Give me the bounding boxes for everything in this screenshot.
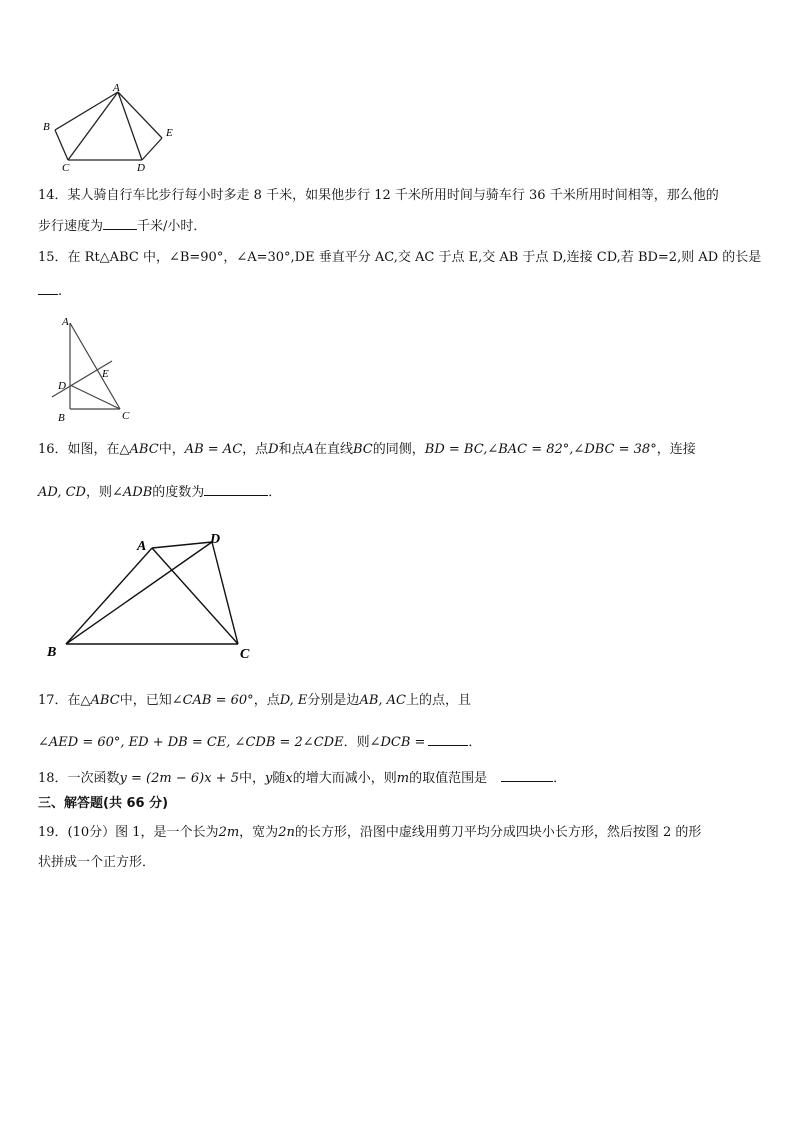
q16-line1 — [38, 441, 696, 459]
q16-label-D: D — [210, 532, 221, 547]
q14-line2-post: 千米/小时． — [137, 219, 207, 234]
q18-text: 的取值范围是 — [409, 771, 488, 786]
q16-text: 中， — [158, 442, 185, 457]
q17-text: 17．在 — [38, 693, 81, 708]
q18-line — [38, 769, 566, 788]
q16-text: 的同侧， — [372, 442, 425, 457]
q19-math: 2m — [218, 825, 240, 840]
q18-text: 18．一次函数 — [38, 771, 120, 786]
section-heading: 三、解答题(共 66 分) — [38, 796, 169, 811]
q16-math: AD, CD — [38, 485, 86, 500]
figure-top-triangles — [40, 82, 200, 172]
q18-math: y — [265, 771, 273, 786]
q17-answer-blank[interactable] — [428, 733, 468, 746]
q15-label-C: C — [122, 410, 130, 422]
q17-math: ∠DCB = — [369, 735, 426, 750]
q19-text: 的长方形，沿图中虚线用剪刀平均分成四块小长方形，然后按图 2 的形 — [294, 825, 702, 840]
q18-math: y = (2m − 6)x + 5 — [119, 771, 239, 786]
q15-label-A: A — [62, 316, 69, 328]
q16-text: 的度数为 — [152, 485, 205, 500]
q16-answer-blank[interactable] — [204, 483, 268, 496]
q14-answer-blank[interactable] — [103, 217, 137, 230]
q17-text: ．则 — [343, 735, 370, 750]
q17-math: D, E — [279, 693, 308, 708]
label-D: D — [137, 162, 145, 174]
label-C: C — [62, 162, 70, 174]
q16-text: ，点 — [242, 442, 269, 457]
q15-line2 — [38, 282, 62, 301]
q16-math: D — [268, 442, 279, 457]
q19-math: 2n — [278, 825, 295, 840]
q16-math: AB = AC — [184, 442, 243, 457]
q15-label-E: E — [102, 368, 109, 380]
q17-math: △ABC — [80, 693, 120, 708]
q16-label-A: A — [137, 539, 147, 554]
q18-text: 中， — [238, 771, 265, 786]
q16-text: ，连接 — [656, 442, 696, 457]
q17-math: AB, AC — [359, 693, 406, 708]
q16-math: BD = BC,∠BAC = 82°,∠DBC = 38° — [424, 442, 657, 457]
q16-label-B: B — [47, 645, 57, 660]
q15-answer-blank[interactable] — [38, 282, 58, 295]
label-B: B — [43, 121, 50, 133]
q15-line2-post: . — [58, 284, 63, 299]
q16-line2 — [38, 483, 281, 502]
q16-math: ∠ADB — [112, 485, 153, 500]
q16-text: 在直线 — [314, 442, 354, 457]
figure-q16 — [44, 528, 284, 668]
q19-text: ，宽为 — [239, 825, 279, 840]
q18-math: x — [285, 771, 293, 786]
q18-answer-blank[interactable] — [501, 769, 553, 782]
q18-text: 随 — [272, 771, 286, 786]
label-A: A — [113, 82, 120, 94]
q18-math: m — [396, 771, 410, 786]
q16-text: 16．如图，在 — [38, 442, 120, 457]
q16-math: BC — [353, 442, 373, 457]
q17-text: 中，已知 — [119, 693, 172, 708]
q19-line1 — [38, 824, 701, 842]
q14-line2-pre: 步行速度为 — [38, 219, 104, 234]
q15-label-B: B — [58, 412, 65, 424]
q17-text: ，点 — [253, 693, 280, 708]
q17-math: ∠AED = 60°, ED + DB = CE, ∠CDB = 2∠CDE — [38, 735, 344, 750]
q18-text: 的增大而减小，则 — [292, 771, 397, 786]
q14-line1: 14．某人骑自行车比步行每小时多走 8 千米，如果他步行 12 千米所用时间与骑车行 36 千米所用时间相等，那么他的 — [38, 188, 719, 203]
q19-line2: 状拼成一个正方形． — [38, 855, 156, 870]
q18-text: ． — [553, 771, 567, 786]
figure-q15 — [48, 313, 158, 428]
q17-text: 分别是边 — [307, 693, 360, 708]
q16-text: ． — [268, 485, 282, 500]
q16-text: ，则 — [85, 485, 112, 500]
q14-line2 — [38, 217, 206, 236]
q16-text: 和点 — [278, 442, 305, 457]
q17-text: ． — [468, 735, 482, 750]
label-E: E — [166, 127, 173, 139]
q17-math: ∠CAB = 60° — [171, 693, 254, 708]
q16-math: △ABC — [119, 442, 159, 457]
q17-line1 — [38, 692, 471, 710]
q17-line2 — [38, 733, 481, 752]
q19-text: 19．(10分）图 1，是一个长为 — [38, 825, 219, 840]
q16-math: A — [304, 442, 314, 457]
q17-text: 上的点，且 — [405, 693, 471, 708]
q15-label-D: D — [58, 380, 66, 392]
q15-line1: 15．在 Rt△ABC 中，∠B=90°，∠A=30°,DE 垂直平分 AC,交 AC 于点 E,交 AB 于点 D,连接 CD,若 BD=2,则 AD 的长是 — [38, 250, 762, 265]
q16-label-C: C — [240, 647, 250, 662]
